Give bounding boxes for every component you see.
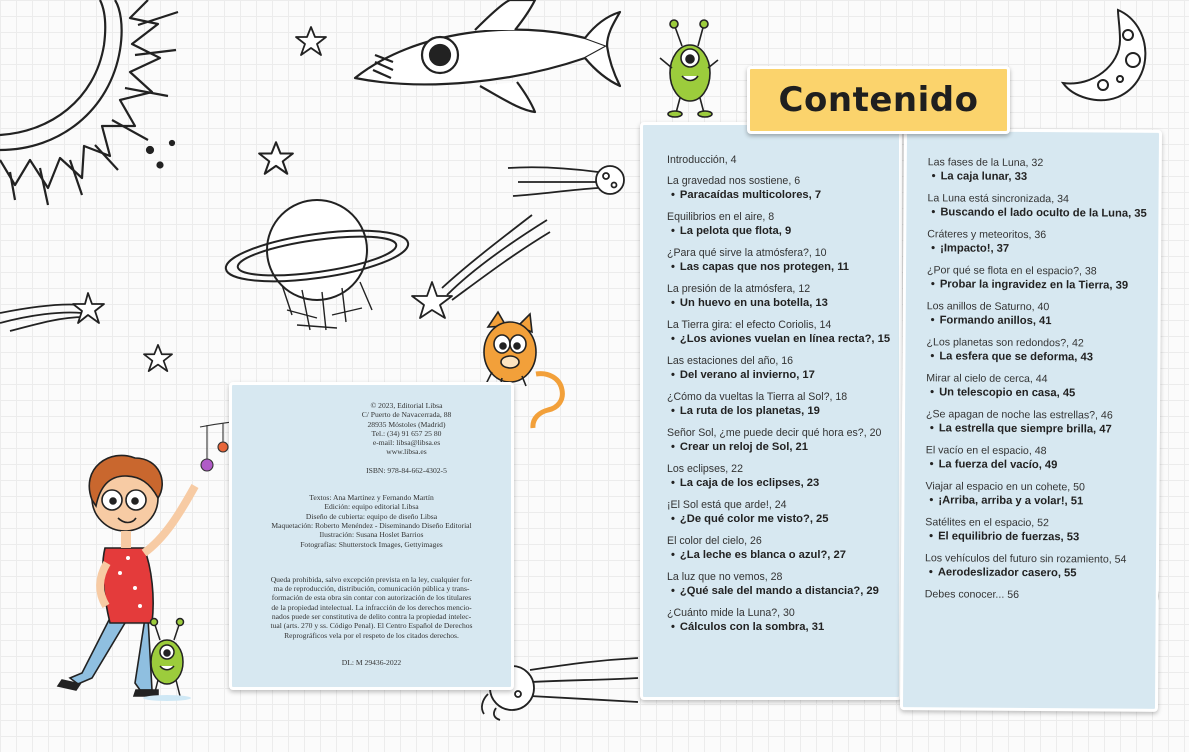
toc-activity[interactable]: • La caja de los eclipses, 23 xyxy=(667,476,899,491)
toc-activity[interactable]: • Buscando el lado oculto de la Luna, 35 xyxy=(927,205,1158,222)
credits-panel xyxy=(229,382,514,690)
toc-chapter[interactable]: El vacío en el espacio, 48 xyxy=(925,444,1047,458)
planet-icon xyxy=(222,190,422,340)
toc-entry[interactable] xyxy=(667,606,899,635)
toc-entry[interactable] xyxy=(926,335,1157,366)
toc-entry[interactable] xyxy=(667,462,899,491)
legal-line: de la propiedad intelectual. La infracción de los derechos mencio- xyxy=(271,602,472,612)
toc-chapter[interactable]: La gravedad nos sostiene, 6 xyxy=(667,175,801,187)
address-line: Tel.: (34) 91 657 25 80 xyxy=(371,428,442,438)
toc-entry[interactable] xyxy=(925,515,1156,546)
staff-line: Fotografías: Shutterstock Images, Gettyimages xyxy=(300,539,443,549)
toc-entry[interactable] xyxy=(927,227,1158,258)
legal-line: ma de reproducción, distribución, comunicación pública y trans- xyxy=(273,584,470,594)
toc-activity[interactable]: • El equilibrio de fuerzas, 53 xyxy=(925,529,1156,546)
toc-chapter[interactable]: Los vehículos del futuro sin rozamiento, 54 xyxy=(924,552,1127,566)
toc-chapter[interactable]: ¿Cuánto mide la Luna?, 30 xyxy=(667,607,795,619)
toc-activity[interactable]: • Un huevo en una botella, 13 xyxy=(667,296,899,311)
toc-entry[interactable] xyxy=(667,534,899,563)
toc-chapter[interactable]: Viajar al espacio en un cohete, 50 xyxy=(925,480,1085,494)
legal-line: tual (arts. 270 y ss. Código Penal). El Centro Español de Derechos xyxy=(270,621,473,631)
toc-entry[interactable] xyxy=(667,246,899,275)
address-line: 28935 Móstoles (Madrid) xyxy=(367,419,446,429)
toc-entry[interactable] xyxy=(667,174,899,203)
toc-entry[interactable] xyxy=(667,210,899,239)
comet-star-icon xyxy=(412,210,552,320)
address-line: C/ Puerto de Navacerrada, 88 xyxy=(361,410,452,420)
toc-activity[interactable]: • La pelota que flota, 9 xyxy=(667,224,899,239)
toc-chapter[interactable]: Mirar al cielo de cerca, 44 xyxy=(926,372,1048,386)
toc-activity[interactable]: • La caja lunar, 33 xyxy=(928,169,1159,186)
comet-icon xyxy=(508,148,628,208)
toc-entry[interactable] xyxy=(927,191,1158,222)
toc-entry[interactable] xyxy=(667,498,899,527)
toc-activity[interactable]: • ¿De qué color me visto?, 25 xyxy=(667,512,899,527)
toc-entry[interactable] xyxy=(667,318,899,347)
toc-activity[interactable]: • Paracaídas multicolores, 7 xyxy=(667,188,899,203)
staff-line: Textos: Ana Martínez y Fernando Martín xyxy=(309,493,434,503)
toc-chapter[interactable]: ¿Los planetas son redondos?, 42 xyxy=(926,336,1084,350)
shooting-star-icon xyxy=(0,285,115,335)
toc-entry[interactable] xyxy=(926,371,1157,402)
toc-activity[interactable]: • La fuerza del vacío, 49 xyxy=(926,457,1157,474)
legal-deposit: DL: M 29436-2022 xyxy=(341,657,402,667)
page-title-box xyxy=(747,66,1010,134)
legal-line: Reprográficos vela por el respeto de los citados derechos. xyxy=(284,630,459,640)
toc-activity[interactable]: • Probar la ingravidez en la Tierra, 39 xyxy=(927,277,1158,294)
toc-entry[interactable] xyxy=(928,155,1159,186)
toc-entry[interactable] xyxy=(926,407,1157,438)
page-title: Contenido xyxy=(778,80,979,120)
star-icon xyxy=(143,343,173,373)
toc-entry[interactable] xyxy=(667,282,899,311)
toc-activity[interactable]: • Aerodeslizador casero, 55 xyxy=(925,565,1156,582)
star-icon xyxy=(258,140,294,176)
toc-entry[interactable] xyxy=(667,153,899,167)
toc-entry[interactable] xyxy=(925,551,1156,582)
toc-activity[interactable]: • Las capas que nos protegen, 11 xyxy=(667,260,899,275)
alien-icon xyxy=(140,618,195,700)
toc-chapter[interactable]: Debes conocer... 56 xyxy=(924,588,1020,601)
toc-activity[interactable]: • ¿Qué sale del mando a distancia?, 29 xyxy=(667,584,899,599)
legal-notice xyxy=(246,575,497,640)
toc-chapter[interactable]: La presión de la atmósfera, 12 xyxy=(667,283,811,295)
legal-line: formación de esta obra sin contar con autorización de los titulares xyxy=(271,593,472,603)
toc-entry[interactable] xyxy=(667,354,899,383)
toc-chapter[interactable]: La luz que no vemos, 28 xyxy=(667,571,783,583)
toc-chapter[interactable]: Introducción, 4 xyxy=(667,154,737,166)
toc-activity[interactable]: • ¡Arriba, arriba y a volar!, 51 xyxy=(925,493,1156,510)
address-line: e-mail: libsa@libsa.es xyxy=(372,438,441,448)
toc-chapter[interactable]: ¿Para qué sirve la atmósfera?, 10 xyxy=(667,247,827,259)
toc-column-left xyxy=(640,122,902,700)
star-icon xyxy=(295,25,327,57)
toc-activity[interactable]: • La ruta de los planetas, 19 xyxy=(667,404,899,419)
toc-chapter[interactable]: Las fases de la Luna, 32 xyxy=(927,156,1044,170)
alien-icon xyxy=(660,18,720,118)
toc-chapter[interactable]: La Tierra gira: el efecto Coriolis, 14 xyxy=(667,319,832,331)
toc-chapter[interactable]: El color del cielo, 26 xyxy=(667,535,762,547)
toc-chapter[interactable]: Las estaciones del año, 16 xyxy=(667,355,794,367)
staff-line: Ilustración: Susana Hoslet Barrios xyxy=(319,530,424,540)
toc-activity[interactable]: • Cálculos con la sombra, 31 xyxy=(667,620,899,635)
sun-icon xyxy=(0,0,190,220)
address-line: www.libsa.es xyxy=(386,447,427,457)
toc-entry[interactable] xyxy=(925,479,1156,510)
toc-chapter[interactable]: ¡El Sol está que arde!, 24 xyxy=(667,499,787,511)
staff-line: Edición: equipo editorial Libsa xyxy=(324,502,419,512)
toc-chapter[interactable]: Los anillos de Saturno, 40 xyxy=(926,300,1050,314)
toc-activity[interactable]: • ¡Impacto!, 37 xyxy=(927,241,1158,258)
toc-activity[interactable]: • Del verano al invierno, 17 xyxy=(667,368,899,383)
rocket-icon xyxy=(345,0,625,120)
toc-chapter[interactable]: ¿Cómo da vueltas la Tierra al Sol?, 18 xyxy=(667,391,848,403)
staff-line: Diseño de cubierta: equipo de diseño Libsa xyxy=(305,511,438,521)
toc-activity[interactable]: • ¿La leche es blanca o azul?, 27 xyxy=(667,548,899,563)
toc-entry[interactable] xyxy=(926,443,1157,474)
toc-chapter[interactable]: Cráteres y meteoritos, 36 xyxy=(927,228,1047,242)
isbn: ISBN: 978-84-662-4302-5 xyxy=(366,465,447,475)
toc-chapter[interactable]: ¿Por qué se flota en el espacio?, 38 xyxy=(927,264,1097,278)
toc-activity[interactable]: • ¿Los aviones vuelan en línea recta?, 15 xyxy=(667,332,899,347)
toc-chapter[interactable]: La Luna está sincronizada, 34 xyxy=(927,192,1069,206)
toc-chapter[interactable]: Los eclipses, 22 xyxy=(667,463,743,475)
toc-activity[interactable]: • Formando anillos, 41 xyxy=(927,313,1158,330)
legal-line: Queda prohibida, salvo excepción prevista en la ley, cualquier for- xyxy=(270,574,473,584)
toc-chapter[interactable]: ¿Se apagan de noche las estrellas?, 46 xyxy=(925,408,1113,422)
toc-entry[interactable] xyxy=(927,299,1158,330)
legal-line: nados puede ser constitutiva de delito contra la propiedad intelec- xyxy=(271,612,472,622)
toc-entry[interactable] xyxy=(925,587,1156,603)
toc-activity[interactable]: • Crear un reloj de Sol, 21 xyxy=(667,440,899,455)
toc-column-right xyxy=(900,128,1162,712)
moon-icon xyxy=(1058,5,1153,105)
toc-chapter[interactable]: Satélites en el espacio, 52 xyxy=(925,516,1050,530)
toc-chapter[interactable]: Señor Sol, ¿me puede decir qué hora es?, 20 xyxy=(667,427,882,439)
toc-entry[interactable] xyxy=(667,570,899,599)
toc-activity[interactable]: • La esfera que se deforma, 43 xyxy=(926,349,1157,366)
copyright-line: © 2023, Editorial Libsa xyxy=(370,401,443,410)
toc-activity[interactable]: • Un telescopio en casa, 45 xyxy=(926,385,1157,402)
toc-chapter[interactable]: Equilibrios en el aire, 8 xyxy=(667,211,775,223)
toc-entry[interactable] xyxy=(667,426,899,455)
toc-entry[interactable] xyxy=(927,263,1158,294)
staff-line: Maquetación: Roberto Menéndez - Diseminando Diseño Editorial xyxy=(271,520,472,530)
toc-activity[interactable]: • La estrella que siempre brilla, 47 xyxy=(926,421,1157,438)
toc-entry[interactable] xyxy=(667,390,899,419)
